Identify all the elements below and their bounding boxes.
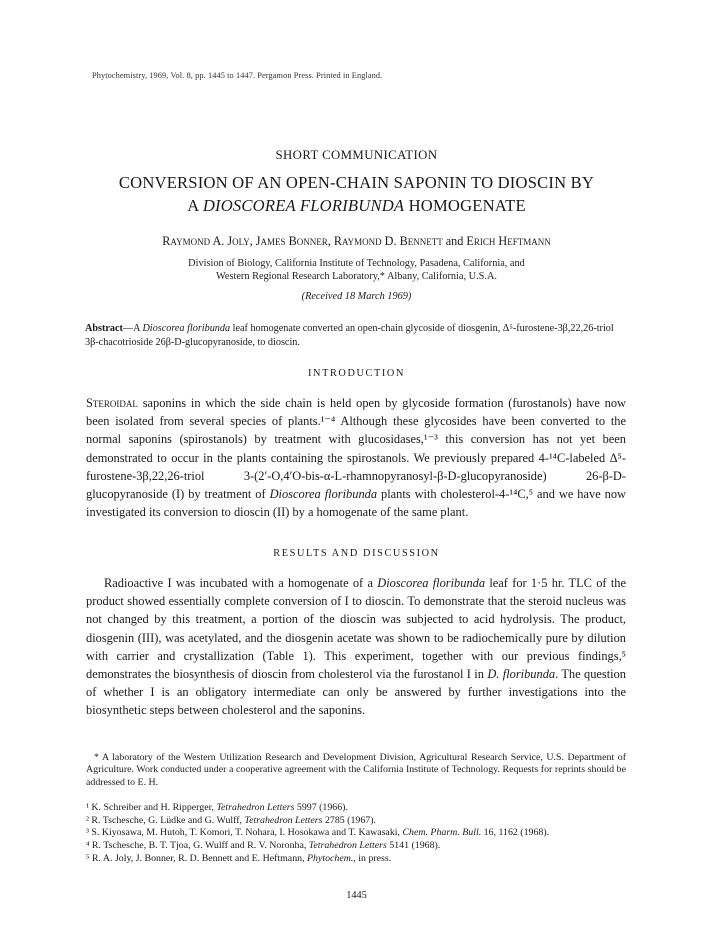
reference-item: [86, 815, 626, 828]
title-prefix: A: [187, 196, 203, 215]
intro-species: Dioscorea floribunda: [269, 487, 378, 502]
author-heftmann: Erich Heftmann: [466, 234, 551, 248]
author-bonner: James Bonner: [255, 234, 328, 248]
article-title-line-1: CONVERSION OF AN OPEN-CHAIN SAPONIN TO DIOSCIN BY: [118, 173, 595, 192]
author-separator: ,: [327, 234, 334, 248]
abstract-dash: —A: [122, 323, 143, 334]
reference-list: [86, 802, 626, 866]
reference-citation: 5997 (1966).: [294, 802, 348, 813]
article-title-line-2: [0, 196, 713, 216]
reference-journal: Tetrahedron Letters: [308, 840, 387, 852]
results-paragraph: [86, 574, 626, 720]
reference-item: [86, 802, 626, 815]
introduction-heading: INTRODUCTION: [308, 368, 405, 379]
footnote: [86, 752, 626, 789]
title-species: DIOSCOREA FLORIBUNDA: [202, 196, 405, 215]
author-separator: and: [442, 234, 467, 248]
abstract: [85, 322, 625, 350]
intro-lead-word: Steroidal: [86, 396, 138, 410]
reference-item: [86, 840, 626, 853]
reference-citation: 2785 (1967).: [322, 814, 376, 826]
abstract-species: Dioscorea floribunda: [142, 323, 231, 334]
reference-citation: 16, 1162 (1968).: [481, 827, 550, 839]
title-suffix: HOMOGENATE: [404, 196, 526, 215]
reference-citation: 5141 (1968).: [386, 840, 441, 852]
results-species-abbrev: D. floribunda: [487, 667, 556, 682]
page-number: 1445: [346, 890, 367, 901]
reference-journal: Tetrahedron Letters: [216, 802, 295, 813]
reference-citation: , in press.: [353, 852, 392, 864]
results-species: Dioscorea floribunda: [377, 576, 486, 590]
reference-journal: Chem. Pharm. Bull.: [402, 827, 482, 839]
reference-item: [86, 853, 626, 866]
results-text-3: . The question of whether I is an obligatory intermediate can only be answered by further investigations into the biosynthetic steps between cholesterol and the saponins.: [86, 667, 627, 718]
results-text-2: leaf for 1·5 hr. TLC of the product showed essentially complete conversion of I to dioscin. To demonstrate that the steroid nucleus was not changed by this treatment, a portion of the dioscin was subjected to acid hydrolysis. The product, diosgenin (III), was acetylated, and the diosgenin acetate was shown to be radiochemically pure by dilution with carrier and crystallization (Table 1). This experiment, together with our previous findings,⁵ demonstrates the biosynthesis of dioscin from cholesterol via the furostanol I in: [86, 576, 626, 682]
affiliation-line-2: Western Regional Research Laboratory,* Albany, California, U.S.A.: [216, 271, 497, 282]
footnote-affiliation: * A laboratory of the Western Utilization Research and Development Division, Agricultural Research Service, U.S. Department of Agriculture. Work conducted under a cooperative agreement with the California Institute of Technology. Requests for reprints should be addressed to E. H.: [86, 752, 626, 788]
reference-authors: ⁴ R. Tschesche, B. T. Tjoa, G. Wulff and R. V. Noronha,: [86, 840, 309, 852]
reference-journal: Phytochem.: [307, 852, 354, 864]
intro-text-1: saponins in which the side chain is held open by glycoside formation (furostanols) have now been isolated from several species of plants.¹⁻⁴ Although these glycosides have been converted to the normal saponins (spirostanols) by treatment with glucosidases,¹⁻³ this conversion has not yet been demonstrated to occur in the plants containing the spirostanols. We previously prepared 4-¹⁴C-labeled Δ⁵-furostene-3β,22,26-triol 3-(2′-O,4′O-bis-α-L-rhamnopyranosyl-β-D-glucopyranoside) 26-β-D-glucopyranoside (I) by treatment of: [86, 396, 626, 502]
received-date: (Received 18 March 1969): [301, 291, 412, 302]
reference-journal: Tetrahedron Letters: [244, 814, 323, 826]
results-heading: RESULTS AND DISCUSSION: [273, 548, 440, 559]
running-head: Phytochemistry, 1969, Vol. 8, pp. 1445 to 1447. Pergamon Press. Printed in England.: [92, 71, 383, 80]
reference-authors: ³ S. Kiyosawa, M. Hutoh, T. Komori, T. Nohara, I. Hosokawa and T. Kawasaki,: [86, 827, 403, 839]
author-bennett: Raymond D. Bennett: [333, 234, 443, 248]
intro-text-2: plants with cholesterol-4-¹⁴C,⁵ and we have now investigated its conversion to dioscin (II) by a homogenate of the same plant.: [86, 487, 626, 520]
author-joly: Raymond A. Joly: [162, 234, 250, 248]
reference-item: [86, 827, 626, 840]
introduction-paragraph: [86, 394, 626, 521]
author-separator: ,: [249, 234, 256, 248]
affiliation-line-1: Division of Biology, California Institute of Technology, Pasadena, California, and: [188, 258, 525, 269]
abstract-label: Abstract: [85, 323, 123, 334]
abstract-text: leaf homogenate converted an open-chain glycoside of diosgenin, Δ⁵-furostene-3β,22,26-triol 3β-chacotrioside 26β-D-glucopyranoside, to dioscin.: [85, 323, 614, 348]
author-list: [0, 234, 713, 249]
section-label: SHORT COMMUNICATION: [275, 148, 438, 162]
reference-authors: ² R. Tschesche, G. Lüdke and G. Wulff,: [86, 814, 245, 826]
reference-authors: ¹ K. Schreiber and H. Ripperger,: [86, 802, 217, 813]
reference-authors: ⁵ R. A. Joly, J. Bonner, R. D. Bennett and E. Heftmann,: [86, 852, 308, 864]
results-text-1: Radioactive I was incubated with a homogenate of a: [104, 576, 378, 590]
